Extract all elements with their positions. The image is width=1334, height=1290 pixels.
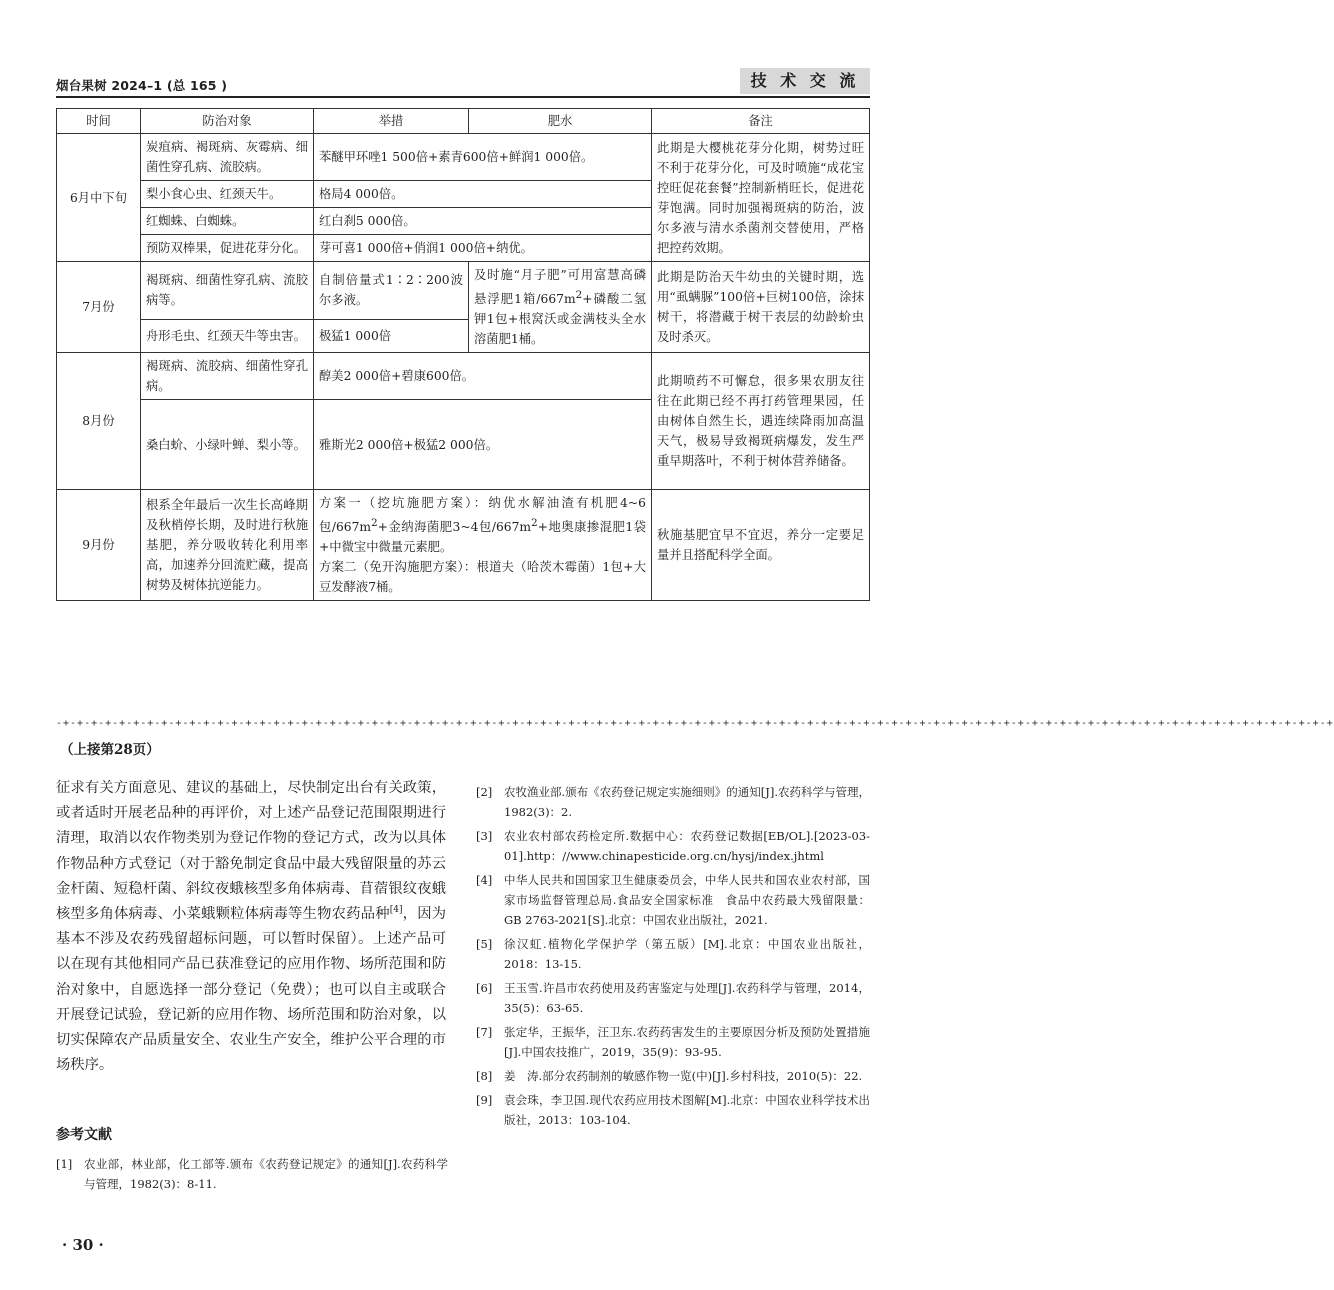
measure-cell: 雅斯光2 000倍+极猛2 000倍。: [314, 400, 652, 490]
reference-number: [5]: [476, 937, 493, 951]
target-cell: 梨小食心虫、红颈天牛。: [141, 181, 314, 208]
note-cell: 此期是大樱桃花芽分化期，树势过旺不利于花芽分化，可及时喷施“成花宝控旺促花套餐”控制新梢旺长，促进花芽饱满。同时加强褐斑病的防治，波尔多液与清水杀菌剂交替使用，严格把控药效期。: [652, 134, 870, 262]
note-cell: 此期喷药不可懈怠，很多果农朋友往往在此期已经不再打药管理果园，任由树体自然生长，遇连续降雨加高温天气，极易导致褐斑病爆发，发生严重早期落叶，不利于树体营养储备。: [652, 353, 870, 490]
table-row: [57, 353, 870, 400]
col-header-time: 时间: [57, 109, 141, 134]
reference-number: [8]: [476, 1069, 493, 1083]
plan-one-c: +地奥康掺混肥1袋+中微宝中微量元素肥。: [319, 520, 646, 555]
target-cell: 桑白蚧、小绿叶蝉、梨小等。: [141, 400, 314, 490]
reference-number: [4]: [476, 873, 493, 887]
references-left-column: [56, 1154, 448, 1198]
reference-item: [476, 1090, 870, 1130]
reference-number: [3]: [476, 829, 493, 843]
reference-item: [476, 1022, 870, 1062]
col-header-target: 防治对象: [141, 109, 314, 134]
plan-two: 方案二（免开沟施肥方案）：根道夫（哈茨木霉菌）1包+大豆发酵液7桶。: [319, 560, 646, 595]
note-cell: 此期是防治天牛幼虫的关键时期，选用“虱螨脲”100倍+巨树100倍，涂抹树干，将潜藏于树干表层的幼龄蚧虫及时杀灭。: [652, 262, 870, 353]
target-cell: 褐斑病、细菌性穿孔病、流胶病等。: [141, 262, 314, 320]
table-header-row: [57, 109, 870, 134]
page-header: [56, 68, 870, 96]
table-row: [57, 262, 870, 320]
section-tag: 技 术 交 流: [740, 68, 870, 94]
measure-cell: [314, 490, 652, 601]
journal-title: 烟台果树 2024–1 (总 165 ): [56, 78, 228, 93]
dashed-divider: -+-+-+-+-+-+-+-+-+-+-+-+-+-+-+-+-+-+-+-+-+-+-+-+-+-+-+-+-+-+-+-+-+-+-+-+-+-+-+-+-+-+-+-+-+-+-+-+-+-+-+-+-+-+-+-+-+-+-+-+-+-+-+-+-+-+-+-+-+-+-+-+-+-+-+-+-+-+-+-+-+-+-+-+-+-+-+-+-+-+-+: [56, 718, 1334, 729]
fertilizer-cell: [469, 262, 652, 353]
reference-text: 徐汉虹.植物化学保护学（第五版）[M].北京：中国农业出版社，2018：13-15.: [504, 937, 870, 971]
month-cell: 7月份: [57, 262, 141, 353]
target-cell: 舟形毛虫、红颈天牛等虫害。: [141, 319, 314, 352]
measure-cell: 极猛1 000倍: [314, 319, 469, 352]
month-cell: 6月中下旬: [57, 134, 141, 262]
reference-item: [476, 934, 870, 974]
month-cell: 9月份: [57, 490, 141, 601]
reference-item: [476, 1066, 870, 1086]
month-cell: 8月份: [57, 353, 141, 490]
col-header-fertilizer: 肥水: [469, 109, 652, 134]
page-number: · 30 ·: [62, 1236, 104, 1254]
body-text-a: 征求有关方面意见、建议的基础上，尽快制定出台有关政策，或者适时开展老品种的再评价，对上述产品登记范围限期进行清理，取消以农作物类别为登记作物的登记方式，改为以具体作物品种方式登记（对于豁免制定食品中最大残留限量的苏云金杆菌、短稳杆菌、斜纹夜蛾核型多角体病毒、苜蓿银纹夜蛾核型多角体病毒、小菜蛾颗粒体病毒等生物农药品种: [56, 780, 446, 923]
header-rule: [56, 96, 870, 98]
measure-cell: 红白刹5 000倍。: [314, 208, 652, 235]
reference-number: [1]: [56, 1157, 73, 1171]
reference-number: [2]: [476, 785, 493, 799]
reference-text: 农业部，林业部，化工部等.颁布《农药登记规定》的通知[J].农药科学与管理，1982(3)：8-11.: [84, 1157, 448, 1191]
references-title: 参考文献: [56, 1127, 112, 1143]
fertilizer-text-b: +磷酸二氢钾1包+根窝沃或金满枝头全水溶菌肥1桶。: [474, 292, 646, 347]
reference-text: 袁会珠，李卫国.现代农药应用技术图解[M].北京：中国农业科学技术出版社，2013：103-104.: [504, 1093, 870, 1127]
target-cell: 红蜘蛛、白蜘蛛。: [141, 208, 314, 235]
body-paragraph: [56, 776, 446, 1078]
reference-text: 王玉雪.许昌市农药使用及药害鉴定与处理[J].农药科学与管理，2014，35(5)：63-65.: [504, 981, 870, 1015]
col-header-note: 备注: [652, 109, 870, 134]
table-row: [57, 134, 870, 181]
plan-one-b: +金纳海菌肥3~4包/667m: [377, 520, 532, 535]
col-header-measure: 举措: [314, 109, 469, 134]
fertilizer-text-a: 及时施“月子肥”可用富慧高磷悬浮肥1箱/667m: [474, 268, 646, 307]
reference-text: 农业农村部农药检定所.数据中心：农药登记数据[EB/OL].[2023-03-01].http：//www.chinapesticide.org.cn/hysj/index.jhtml: [504, 829, 870, 863]
measure-cell: 芽可喜1 000倍+俏润1 000倍+纳优。: [314, 235, 652, 262]
measure-cell: 醇美2 000倍+碧康600倍。: [314, 353, 652, 400]
superscript-2: 2: [531, 517, 538, 530]
table-row: [57, 490, 870, 601]
target-cell: 根系全年最后一次生长高峰期及秋梢停长期，及时进行秋施基肥，养分吸收转化利用率高，加速养分回流贮藏，提高树势及树体抗逆能力。: [141, 490, 314, 601]
reference-item: [476, 978, 870, 1018]
reference-number: [9]: [476, 1093, 493, 1107]
body-text-b: ，因为基本不涉及农药残留超标问题，可以暂时保留）。上述产品可以在现有其他相同产品已获准登记的应用作物、场所范围和防治对象中，自愿选择一部分登记（免费）；也可以自主或联合开展登记试验，登记新的应用作物、场所范围和防治对象，以切实保障农产品质量安全、农业生产安全，维护公平合理的市场秩序。: [56, 906, 446, 1074]
superscript-2: 2: [371, 517, 378, 530]
measure-cell: 格局4 000倍。: [314, 181, 652, 208]
citation-superscript: [4]: [389, 905, 403, 916]
reference-number: [7]: [476, 1025, 493, 1039]
continued-from-note: （上接第28页）: [60, 742, 160, 758]
reference-text: 农牧渔业部.颁布《农药登记规定实施细则》的通知[J].农药科学与管理，1982(3)：2.: [504, 785, 870, 819]
measure-cell: 苯醚甲环唑1 500倍+素青600倍+鲜润1 000倍。: [314, 134, 652, 181]
measure-cell: 自制倍量式1∶2∶200波尔多液。: [314, 262, 469, 320]
references-right-column: [476, 782, 870, 1134]
target-cell: 褐斑病、流胶病、细菌性穿孔病。: [141, 353, 314, 400]
reference-text: 张定华，王振华，汪卫东.农药药害发生的主要原因分析及预防处置措施[J].中国农技推广，2019，35(9)：93-95.: [504, 1025, 870, 1059]
reference-item: [476, 870, 870, 930]
reference-item: [476, 782, 870, 822]
target-cell: 预防双棒果，促进花芽分化。: [141, 235, 314, 262]
plan-one-a: 方案一（挖坑施肥方案）：纳优水解油渣有机肥4~6包/667m: [319, 496, 646, 535]
reference-text: 姜 涛.部分农药制剂的敏感作物一览(中)[J].乡村科技，2010(5)：22.: [504, 1069, 863, 1083]
reference-item: [476, 826, 870, 866]
target-cell: 炭疽病、褐斑病、灰霉病、细菌性穿孔病、流胶病。: [141, 134, 314, 181]
management-table: [56, 108, 870, 601]
superscript-2: 2: [575, 289, 583, 301]
reference-item: [56, 1154, 448, 1194]
note-cell: 秋施基肥宜早不宜迟，养分一定要足量并且搭配科学全面。: [652, 490, 870, 601]
reference-number: [6]: [476, 981, 493, 995]
reference-text: 中华人民共和国国家卫生健康委员会，中华人民共和国农业农村部，国家市场监督管理总局.食品安全国家标准 食品中农药最大残留限量：GB 2763-2021[S].北京：中国农业出版社，2021.: [504, 873, 870, 927]
